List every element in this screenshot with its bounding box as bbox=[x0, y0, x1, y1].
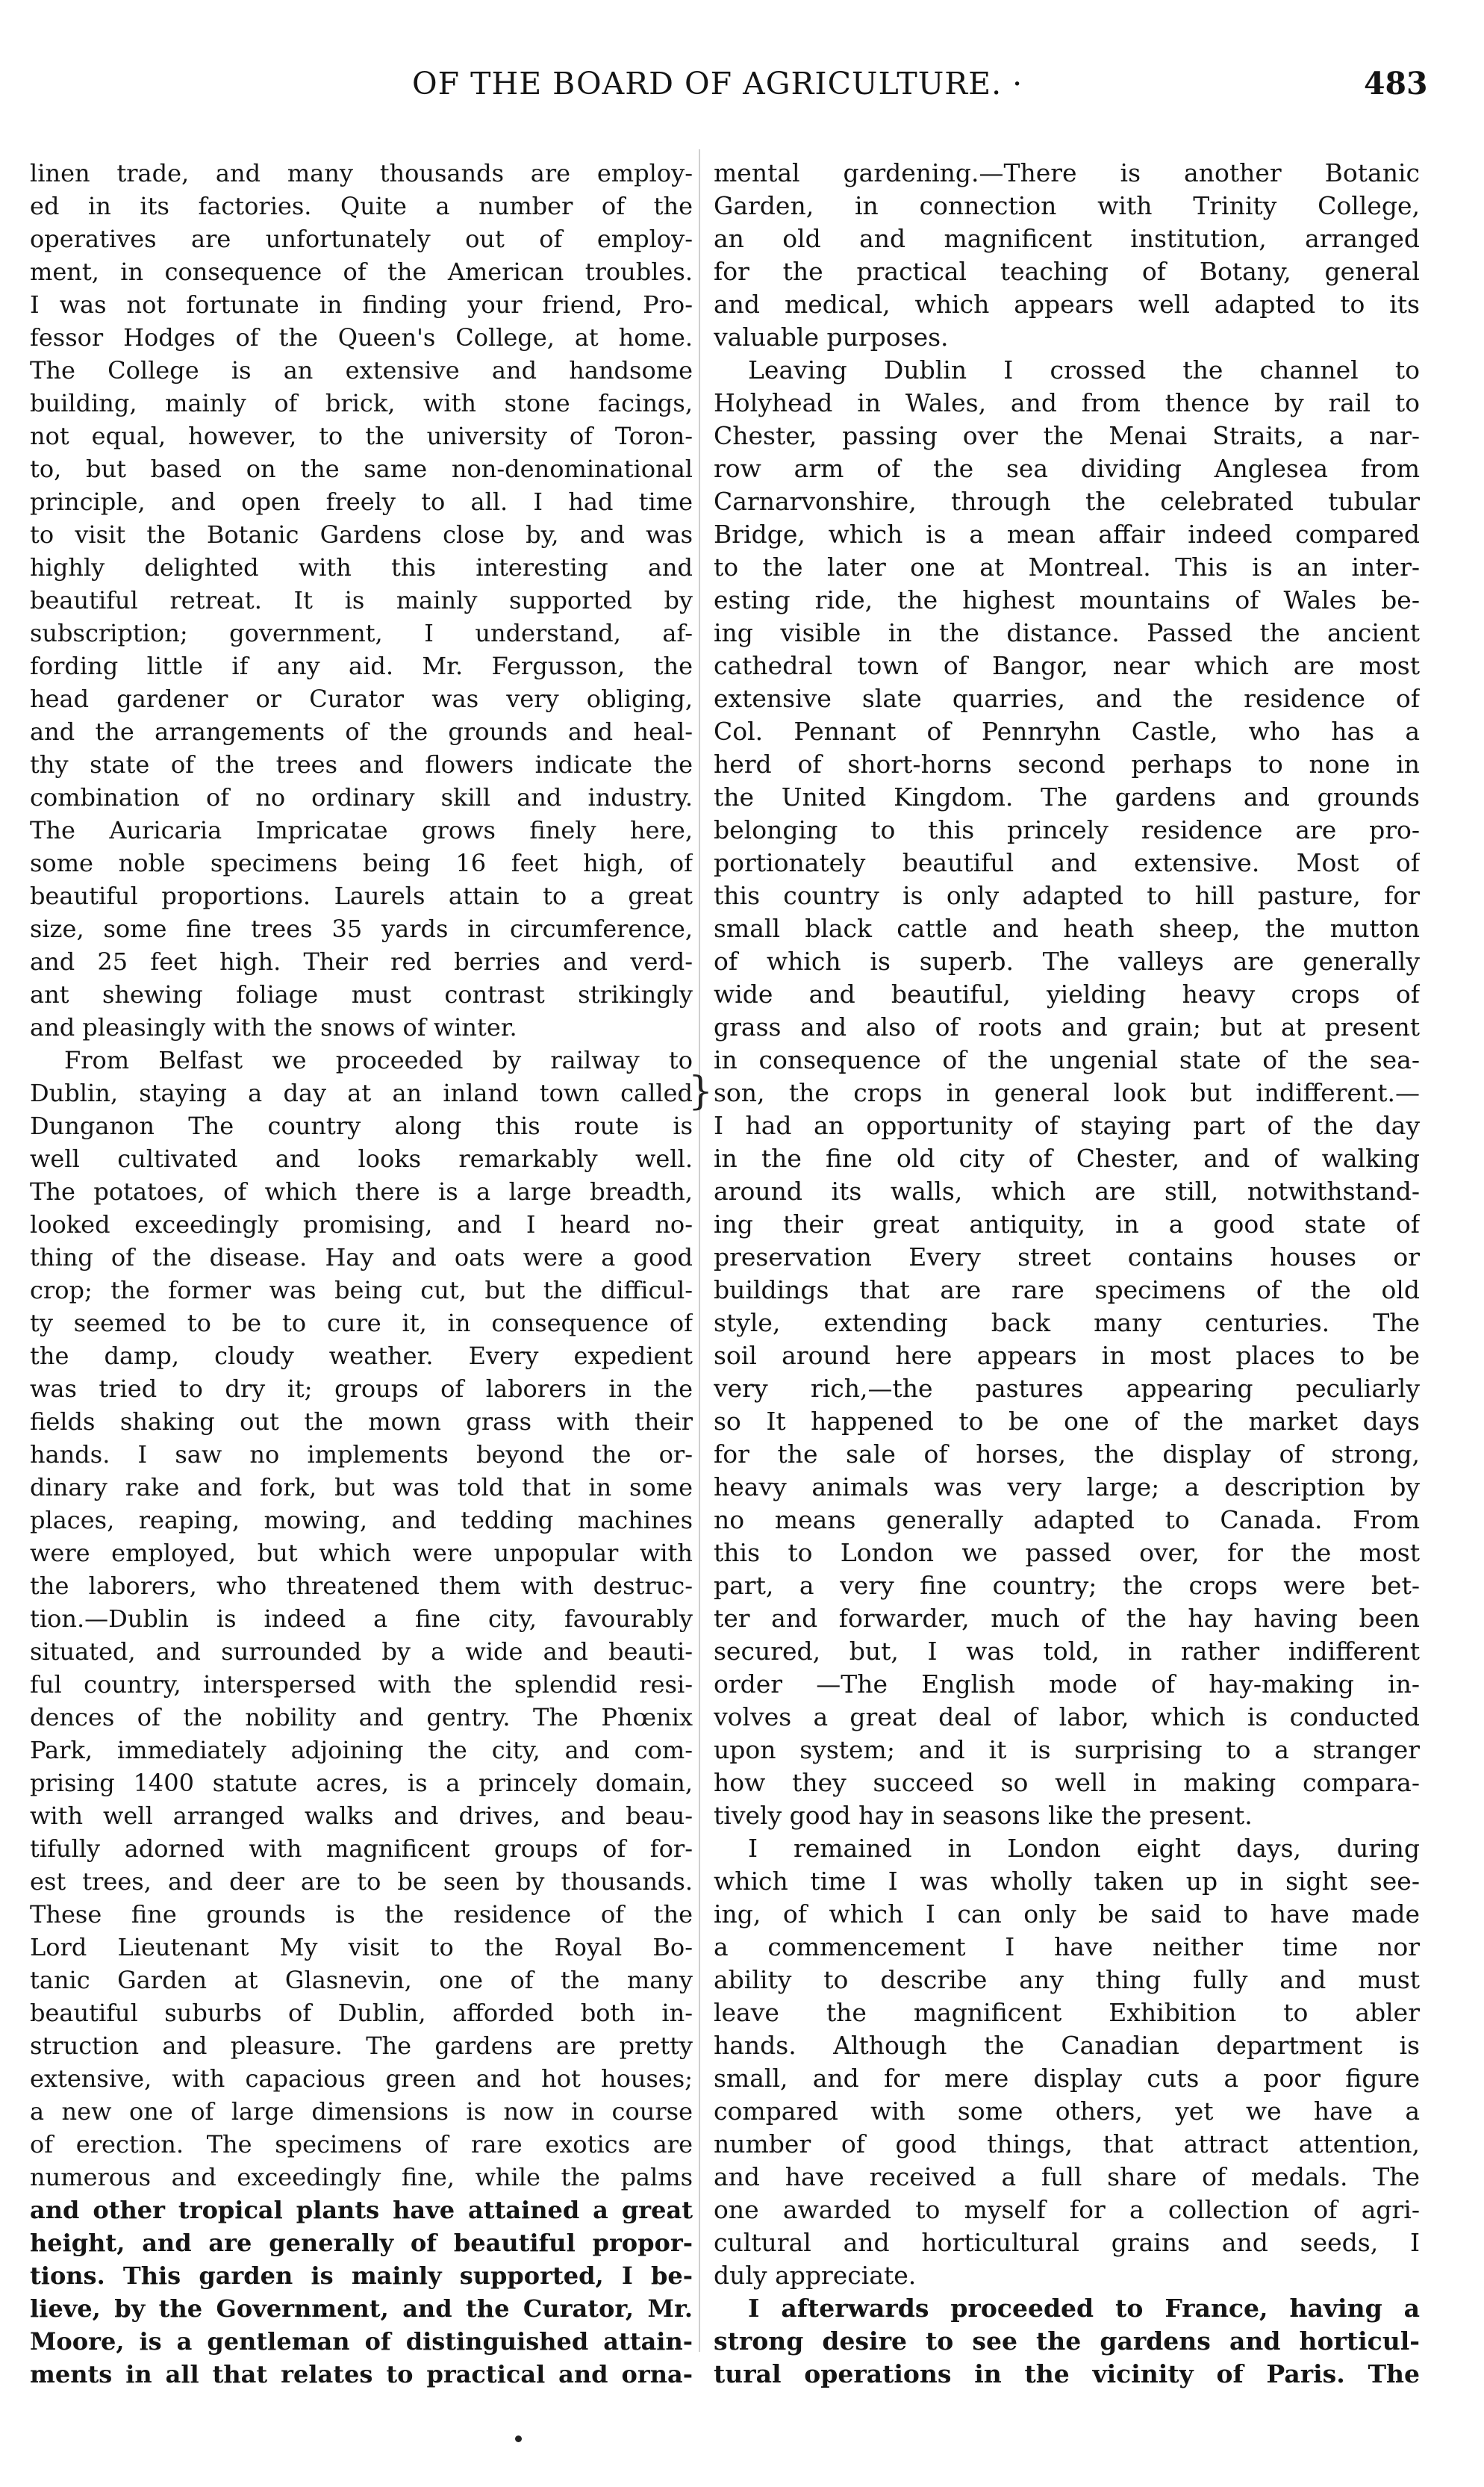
text-line: operatives are unfortunately out of employ- bbox=[30, 225, 693, 253]
text-line: Park, immediately adjoining the city, and com- bbox=[30, 1736, 693, 1764]
text-line: portionately beautiful and extensive. Most of bbox=[714, 848, 1420, 877]
text-line: wide and beautiful, yielding heavy crops of bbox=[714, 980, 1420, 1009]
text-line: ing their great antiquity, in a good state of bbox=[714, 1210, 1420, 1239]
page-number: 483 bbox=[1364, 66, 1428, 102]
text-line: esting ride, the highest mountains of Wales be- bbox=[714, 585, 1420, 614]
text-line: was tried to dry it; groups of laborers in the bbox=[30, 1375, 693, 1403]
text-line: beautiful suburbs of Dublin, afforded both in- bbox=[30, 1999, 693, 2027]
text-line: highly delighted with this interesting and bbox=[30, 553, 693, 582]
right-column bbox=[714, 157, 1420, 2391]
text-line: to, but based on the same non-denominational bbox=[30, 455, 693, 483]
text-line: Leaving Dublin I crossed the channel to bbox=[748, 355, 1420, 385]
column-divider bbox=[699, 149, 700, 2352]
text-line: number of good things, that attract attention, bbox=[714, 2129, 1420, 2158]
text-line: hands. Although the Canadian department is bbox=[714, 2031, 1420, 2060]
text-line: buildings that are rare specimens of the old bbox=[714, 1275, 1420, 1304]
text-line: struction and pleasure. The gardens are pretty bbox=[30, 2032, 693, 2060]
text-line: places, reaping, mowing, and tedding machines bbox=[30, 1506, 693, 1534]
text-line: The Auricaria Impricatae grows finely here, bbox=[30, 816, 693, 844]
text-line: fessor Hodges of the Queen's College, at home. bbox=[30, 323, 693, 352]
text-line: head gardener or Curator was very obliging, bbox=[30, 685, 693, 713]
text-line: ful country, interspersed with the splendid resi- bbox=[30, 1670, 693, 1699]
text-line: around its walls, which are still, notwithstand- bbox=[714, 1177, 1420, 1206]
text-line: cultural and horticultural grains and seeds, I bbox=[714, 2228, 1420, 2257]
text-line: I afterwards proceeded to France, having a bbox=[748, 2294, 1420, 2323]
text-line: Col. Pennant of Pennryhn Castle, who has a bbox=[714, 717, 1420, 746]
text-line: duly appreciate. bbox=[714, 2261, 917, 2290]
text-line: one awarded to myself for a collection of agri- bbox=[714, 2195, 1420, 2224]
text-line: for the practical teaching of Botany, general bbox=[714, 257, 1420, 286]
text-line: ing visible in the distance. Passed the ancient bbox=[714, 618, 1420, 647]
text-line: heavy animals was very large; a description by bbox=[714, 1472, 1420, 1501]
text-line: These fine grounds is the residence of the bbox=[30, 1900, 693, 1929]
text-line: with well arranged walks and drives, and beau- bbox=[30, 1802, 693, 1830]
text-line: for the sale of horses, the display of strong, bbox=[714, 1439, 1420, 1469]
text-line: situated, and surrounded by a wide and beauti- bbox=[30, 1637, 693, 1666]
text-line: numerous and exceedingly fine, while the palms bbox=[30, 2163, 693, 2191]
text-line: secured, but, I was told, in rather indifferent bbox=[714, 1637, 1420, 1666]
text-line: The College is an extensive and handsome bbox=[30, 356, 693, 385]
text-line: in consequence of the ungenial state of the sea- bbox=[714, 1045, 1420, 1074]
text-line: height, and are generally of beautiful propor- bbox=[30, 2229, 693, 2257]
text-line: ment, in consequence of the American troubles. bbox=[30, 258, 693, 286]
text-line: fording little if any aid. Mr. Fergusson, the bbox=[30, 652, 693, 680]
text-line: to visit the Botanic Gardens close by, and was bbox=[30, 520, 693, 549]
text-line: of which is superb. The valleys are generally bbox=[714, 947, 1420, 976]
text-line: the laborers, who threatened them with destruc- bbox=[30, 1572, 693, 1600]
text-line: and other tropical plants have attained a great bbox=[30, 2196, 693, 2224]
text-line: ments in all that relates to practical and orna- bbox=[30, 2360, 693, 2388]
text-line: Garden, in connection with Trinity College, bbox=[714, 191, 1420, 220]
text-line: looked exceedingly promising, and I heard no- bbox=[30, 1210, 693, 1239]
text-line: in the fine old city of Chester, and of walking bbox=[714, 1144, 1420, 1173]
text-line: style, extending back many centuries. The bbox=[714, 1308, 1420, 1337]
text-line: to the later one at Montreal. This is an inter- bbox=[714, 553, 1420, 582]
text-line: Carnarvonshire, through the celebrated tubular bbox=[714, 487, 1420, 516]
text-line: beautiful retreat. It is mainly supported by bbox=[30, 586, 693, 614]
text-line: lieve, by the Government, and the Curator, Mr. bbox=[30, 2294, 693, 2323]
text-line: were employed, but which were unpopular with bbox=[30, 1539, 693, 1567]
text-line: Dublin, staying a day at an inland town called bbox=[30, 1079, 693, 1107]
text-line: tions. This garden is mainly supported, I be- bbox=[30, 2262, 693, 2290]
text-line: the damp, cloudy weather. Every expedient bbox=[30, 1342, 693, 1370]
text-line: and the arrangements of the grounds and heal- bbox=[30, 718, 693, 746]
text-line: not equal, however, to the university of Toron- bbox=[30, 422, 693, 450]
text-line: herd of short-horns second perhaps to none in bbox=[714, 750, 1420, 779]
text-line: an old and magnificent institution, arranged bbox=[714, 224, 1420, 253]
text-line: est trees, and deer are to be seen by thousands. bbox=[30, 1867, 693, 1896]
text-line: ant shewing foliage must contrast strikingly bbox=[30, 980, 693, 1009]
text-line: cathedral town of Bangor, near which are most bbox=[714, 651, 1420, 680]
page-header bbox=[0, 66, 1484, 111]
text-line: linen trade, and many thousands are employ- bbox=[30, 159, 693, 187]
text-line: extensive, with capacious green and hot houses; bbox=[30, 2064, 693, 2093]
text-line: extensive slate quarries, and the residence of bbox=[714, 684, 1420, 713]
text-line: small, and for mere display cuts a poor figure bbox=[714, 2064, 1420, 2093]
text-line: subscription; government, I understand, af- bbox=[30, 619, 693, 647]
text-line: fields shaking out the mown grass with their bbox=[30, 1407, 693, 1436]
text-line: which time I was wholly taken up in sight see- bbox=[714, 1867, 1420, 1896]
text-line: Lord Lieutenant My visit to the Royal Bo- bbox=[30, 1933, 693, 1961]
text-line: dences of the nobility and gentry. The Phœnix bbox=[30, 1703, 693, 1731]
text-line: Bridge, which is a mean affair indeed compared bbox=[714, 520, 1420, 549]
text-line: ability to describe any thing fully and must bbox=[714, 1965, 1420, 1994]
text-line: From Belfast we proceeded by railway to bbox=[64, 1046, 693, 1074]
text-line: beautiful proportions. Laurels attain to a great bbox=[30, 882, 693, 910]
text-line: Moore, is a gentleman of distinguished attain- bbox=[30, 2327, 693, 2356]
text-line: so It happened to be one of the market days bbox=[714, 1407, 1420, 1436]
text-line: thy state of the trees and flowers indicate the bbox=[30, 750, 693, 779]
text-line: tion.—Dublin is indeed a fine city, favourably bbox=[30, 1604, 693, 1633]
text-line: hands. I saw no implements beyond the or- bbox=[30, 1440, 693, 1469]
text-line: and pleasingly with the snows of winter. bbox=[30, 1013, 517, 1042]
text-line: small black cattle and heath sheep, the mutton bbox=[714, 914, 1420, 943]
text-line: volves a great deal of labor, which is conducted bbox=[714, 1702, 1420, 1731]
text-line: preservation Every street contains houses or bbox=[714, 1242, 1420, 1271]
text-line: combination of no ordinary skill and industry. bbox=[30, 783, 693, 812]
text-line: a commencement I have neither time nor bbox=[714, 1932, 1420, 1961]
text-line: leave the magnificent Exhibition to abler bbox=[714, 1998, 1420, 2027]
text-line: Chester, passing over the Menai Straits, a nar- bbox=[714, 421, 1420, 450]
text-line: son, the crops in general look but indifferent.— bbox=[714, 1078, 1420, 1107]
text-line: this to London we passed over, for the most bbox=[714, 1538, 1420, 1567]
left-column bbox=[30, 157, 693, 2391]
text-line: soil around here appears in most places to be bbox=[714, 1341, 1420, 1370]
text-line: how they succeed so well in making compara- bbox=[714, 1768, 1420, 1797]
text-line: prising 1400 statute acres, is a princely domain, bbox=[30, 1769, 693, 1797]
text-line: this country is only adapted to hill pasture, for bbox=[714, 881, 1420, 910]
text-line: ed in its factories. Quite a number of the bbox=[30, 192, 693, 220]
text-line: some noble specimens being 16 feet high, of bbox=[30, 849, 693, 877]
text-line: and 25 feet high. Their red berries and verd- bbox=[30, 947, 693, 976]
text-line: I remained in London eight days, during bbox=[748, 1834, 1420, 1863]
text-line: and have received a full share of medals. The bbox=[714, 2162, 1420, 2191]
text-line: building, mainly of brick, with stone facings, bbox=[30, 389, 693, 417]
text-line: Holyhead in Wales, and from thence by rail to bbox=[714, 388, 1420, 417]
text-line: grass and also of roots and grain; but at present bbox=[714, 1012, 1420, 1042]
text-line: the United Kingdom. The gardens and grounds bbox=[714, 782, 1420, 812]
text-line: size, some fine trees 35 yards in circumference, bbox=[30, 915, 693, 943]
text-line: crop; the former was being cut, but the difficul- bbox=[30, 1276, 693, 1304]
running-title: OF THE BOARD OF AGRICULTURE. · bbox=[412, 66, 1023, 102]
text-line: ing, of which I can only be said to have made bbox=[714, 1899, 1420, 1929]
text-line: compared with some others, yet we have a bbox=[714, 2097, 1420, 2126]
text-line: a new one of large dimensions is now in course bbox=[30, 2097, 693, 2126]
text-line: Dunganon The country along this route is bbox=[30, 1112, 693, 1140]
text-line: I had an opportunity of staying part of the day bbox=[714, 1111, 1420, 1140]
text-line: dinary rake and fork, but was told that in some bbox=[30, 1473, 693, 1501]
text-line: no means generally adapted to Canada. From bbox=[714, 1505, 1420, 1534]
text-line: of erection. The specimens of rare exotics are bbox=[30, 2130, 693, 2158]
text-line: part, a very fine country; the crops were bet- bbox=[714, 1571, 1420, 1600]
text-line: ter and forwarder, much of the hay having been bbox=[714, 1604, 1420, 1633]
text-line: belonging to this princely residence are pro- bbox=[714, 815, 1420, 844]
text-line: tifully adorned with magnificent groups of for- bbox=[30, 1834, 693, 1863]
text-line: ty seemed to be to cure it, in consequence of bbox=[30, 1309, 693, 1337]
page-mark-dot bbox=[515, 2435, 522, 2442]
text-line: principle, and open freely to all. I had time bbox=[30, 488, 693, 516]
text-line: valuable purposes. bbox=[714, 323, 949, 352]
text-line: order —The English mode of hay-making in- bbox=[714, 1669, 1420, 1699]
text-line: tanic Garden at Glasnevin, one of the many bbox=[30, 1966, 693, 1994]
text-line: I was not fortunate in finding your friend, Pro- bbox=[30, 290, 693, 319]
text-line: thing of the disease. Hay and oats were a good bbox=[30, 1243, 693, 1271]
brace-mark: } bbox=[688, 1069, 714, 1114]
text-line: strong desire to see the gardens and horticul- bbox=[714, 2326, 1420, 2356]
text-line: tural operations in the vicinity of Paris. The bbox=[714, 2359, 1420, 2388]
text-line: mental gardening.—There is another Botanic bbox=[714, 158, 1420, 187]
text-line: well cultivated and looks remarkably well. bbox=[30, 1145, 693, 1173]
text-line: upon system; and it is surprising to a stranger bbox=[714, 1735, 1420, 1764]
text-line: The potatoes, of which there is a large breadth, bbox=[30, 1177, 693, 1206]
text-line: tively good hay in seasons like the present. bbox=[714, 1801, 1253, 1830]
text-line: very rich,—the pastures appearing peculiarly bbox=[714, 1374, 1420, 1403]
text-line: row arm of the sea dividing Anglesea from bbox=[714, 454, 1420, 483]
text-line: and medical, which appears well adapted to its bbox=[714, 290, 1420, 319]
